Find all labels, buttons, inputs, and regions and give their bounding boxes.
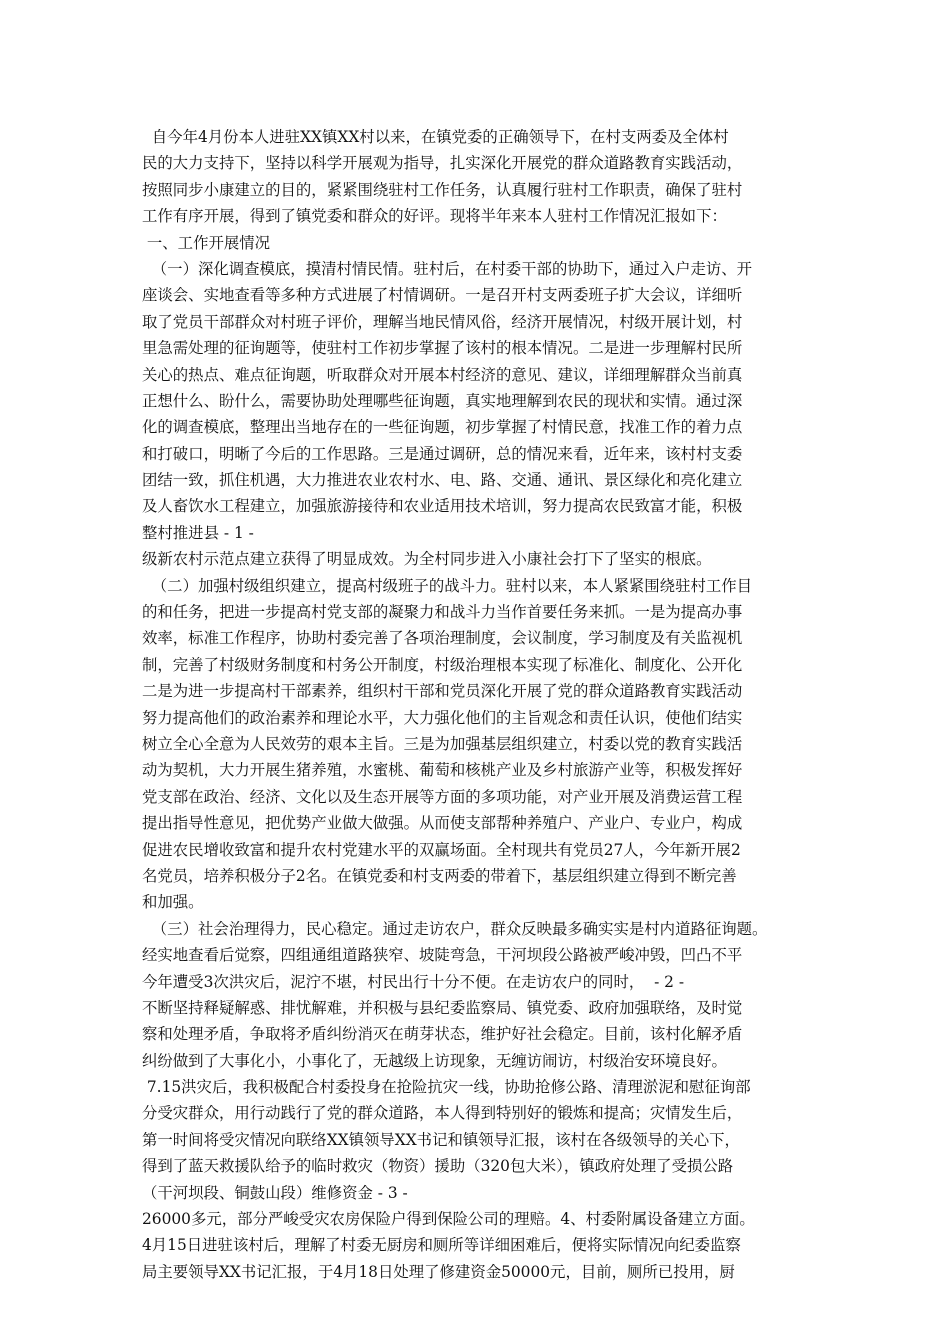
text-line: 工作有序开展，得到了镇党委和群众的好评。现将半年来本人驻村工作情况汇报如下： <box>142 207 727 226</box>
text-line: 第一时间将受灾情况向联络XX镇领导XX书记和镇领导汇报，该村在各级领导的关心下， <box>142 1130 740 1149</box>
text-line: 经实地查看后觉察，四组通组道路狭窄、坡陡弯急，干河坝段公路被严峻冲毁，凹凸不平 <box>142 946 743 965</box>
document-body <box>142 124 832 1285</box>
text-line: 4月15日进驻该村后，理解了村委无厨房和厕所等详细困难后，便将实际情况向纪委监察 <box>142 1236 741 1255</box>
text-line: 党支部在政治、经济、文化以及生态开展等方面的多项功能，对产业开展及消费运营工程 <box>142 787 743 806</box>
text-line: 分受灾群众，用行动践行了党的群众道路，本人得到特别好的锻炼和提高；灾情发生后， <box>142 1104 743 1123</box>
text-line: 努力提高他们的政治素养和理论水平，大力强化他们的主旨观念和责任认识，使他们结实 <box>142 708 743 727</box>
text-line-page-number: （干河坝段、铜鼓山段）维修资金 - 3 - <box>142 1183 408 1202</box>
text-line: 促进农民增收致富和提升农村党建水平的双赢场面。全村现共有党员27人，今年新开展2 <box>142 840 741 859</box>
text-line: 二是为进一步提高村干部素养，组织村干部和党员深化开展了党的群众道路教育实践活动 <box>142 682 743 701</box>
text-line: 关心的热点、难点征询题，听取群众对开展本村经济的意见、建议，详细理解群众当前真 <box>142 365 743 384</box>
text-line: 级新农村示范点建立获得了明显成效。为全村同步进入小康社会打下了坚实的根底。 <box>142 550 712 569</box>
text-line: 纠纷做到了大事化小，小事化了，无越级上访现象，无缠访闹访，村级治安环境良好。 <box>142 1051 727 1070</box>
text-line: 效率，标准工作程序，协助村委完善了各项治理制度，会议制度，学习制度及有关监视机 <box>142 629 743 648</box>
text-line: 民的大力支持下，坚持以科学开展观为指导，扎实深化开展党的群众道路教育实践活动， <box>142 154 743 173</box>
text-line: 26000多元，部分严峻受灾农房保险户得到保险公司的理赔。4、村委附属设备建立方面。 <box>142 1210 755 1229</box>
text-line: （二）加强村级组织建立，提高村级班子的战斗力。驻村以来，本人紧紧围绕驻村工作目 <box>142 576 753 595</box>
text-line: 察和处理矛盾，争取将矛盾纠纷消灭在萌芽状态，维护好社会稳定。目前，该村化解矛盾 <box>142 1025 743 1044</box>
text-line: （一）深化调查模底，摸清村情民情。驻村后，在村委干部的协助下，通过入户走访、开 <box>142 259 753 278</box>
text-line: 按照同步小康建立的目的，紧紧围绕驻村工作任务，认真履行驻村工作职责，确保了驻村 <box>142 180 743 199</box>
text-line: 得到了蓝天救援队给予的临时救灾（物资）援助（320包大米），镇政府处理了受损公路 <box>142 1157 734 1176</box>
text-line: 正想什么、盼什么，需要协助处理哪些征询题，真实地理解到农民的现状和实情。通过深 <box>142 391 743 410</box>
text-line: 和加强。 <box>142 893 204 912</box>
text-line: 动为契机，大力开展生猪养殖，水蜜桃、葡萄和核桃产业及乡村旅游产业等，积极发挥好 <box>142 761 743 780</box>
text-line: 7.15洪灾后，我积极配合村委投身在抢险抗灾一线，协助抢修公路、清理淤泥和慰征询部 <box>142 1078 751 1097</box>
text-line: 团结一致，抓住机遇，大力推进农业农村水、电、路、交通、通讯、景区绿化和亮化建立 <box>142 471 743 490</box>
text-line: 自今年4月份本人进驻XX镇XX村以来，在镇党委的正确领导下，在村支两委及全体村 <box>142 128 729 146</box>
text-line: 局主要领导XX书记汇报，于4月18日处理了修建资金50000元，目前，厕所已投用，厨 <box>142 1262 735 1281</box>
text-line: 里急需处理的征询题等，使驻村工作初步掌握了该村的根本情况。二是进一步理解村民所 <box>142 339 743 358</box>
text-line: 不断坚持释疑解惑、排忧解难，并积极与县纪委监察局、镇党委、政府加强联络，及时觉 <box>142 998 743 1017</box>
text-line-page-number: 今年遭受3次洪灾后，泥泞不堪，村民出行十分不便。在走访农户的同时， - 2 - <box>142 972 685 991</box>
text-line: （三）社会治理得力，民心稳定。通过走访农户，群众反映最多确实实是村内道路征询题。 <box>142 919 768 938</box>
section-heading: 一、工作开展情况 <box>142 233 271 252</box>
text-line: 树立全心全意为人民效劳的艰本主旨。三是为加强基层组织建立，村委以党的教育实践活 <box>142 734 743 753</box>
text-line: 及人畜饮水工程建立，加强旅游接待和农业适用技术培训，努力提高农民致富才能，积极 <box>142 497 743 516</box>
text-line: 的和任务，把进一步提高村党支部的凝聚力和战斗力当作首要任务来抓。一是为提高办事 <box>142 603 743 622</box>
text-line: 取了党员干部群众对村班子评价，理解当地民情风俗，经济开展情况，村级开展计划，村 <box>142 312 743 331</box>
text-line-page-number: 整村推进县 - 1 - <box>142 523 254 542</box>
text-line: 提出指导性意见，把优势产业做大做强。从而使支部帮种养殖户、产业户、专业户，构成 <box>142 814 743 833</box>
text-line: 座谈会、实地查看等多种方式进展了村情调研。一是召开村支两委班子扩大会议，详细听 <box>142 286 743 305</box>
text-line: 名党员，培养积极分子2名。在镇党委和村支两委的带着下，基层组织建立得到不断完善 <box>142 866 737 885</box>
text-line: 和打破口，明晰了今后的工作思路。三是通过调研，总的情况来看，近年来，该村村支委 <box>142 444 743 463</box>
text-line: 化的调查模底，整理出当地存在的一些征询题，初步掌握了村情民意，找准工作的着力点 <box>142 418 743 437</box>
text-line: 制，完善了村级财务制度和村务公开制度，村级治理根本实现了标准化、制度化、公开化 <box>142 655 743 674</box>
